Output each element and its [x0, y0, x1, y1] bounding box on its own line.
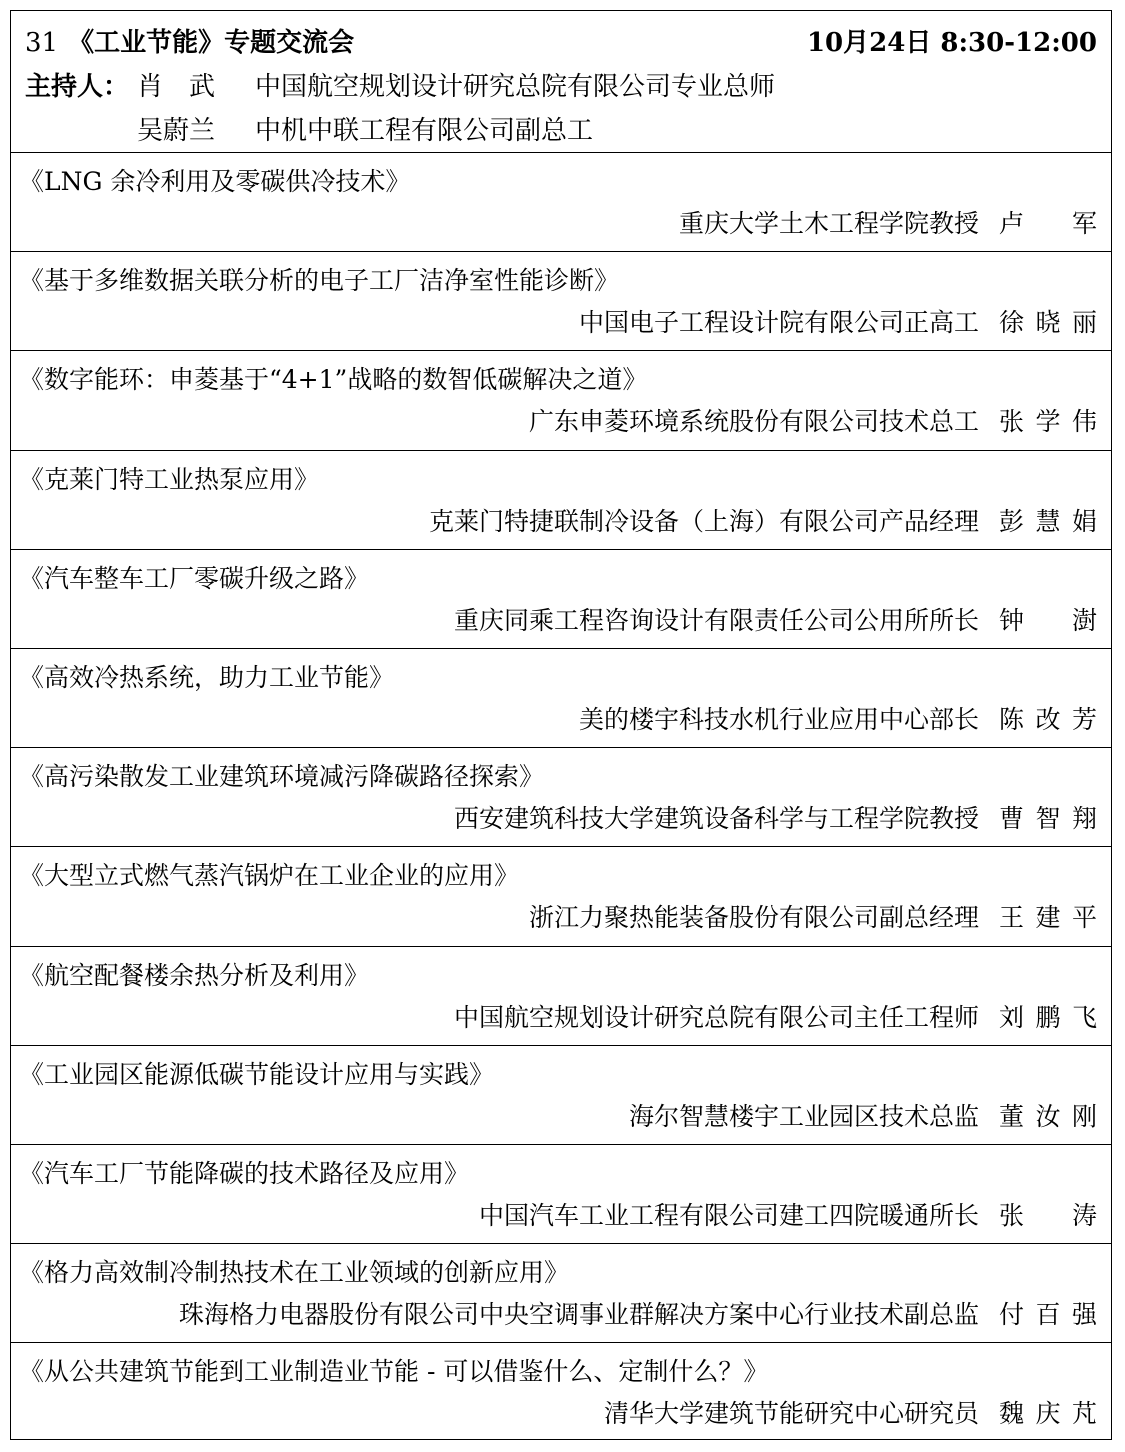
session-header: [11, 11, 1111, 153]
talk-row: [11, 947, 1111, 1046]
talk-speaker-line: [25, 1195, 1097, 1237]
talk-speaker-line: [25, 1294, 1097, 1336]
talk-row: [11, 748, 1111, 847]
talk-row: [11, 153, 1111, 252]
talk-list: [11, 153, 1111, 1442]
talk-title: 《工业园区能源低碳节能设计应用与实践》: [19, 1059, 495, 1089]
speaker-name: 彭慧娟: [999, 506, 1097, 536]
host-row-2: [25, 109, 1097, 153]
talk-row: [11, 1343, 1111, 1442]
talk-speaker-line: [25, 997, 1097, 1039]
talk-row: [11, 847, 1111, 946]
host-affiliation: 中国航空规划设计研究总院有限公司专业总师: [255, 72, 776, 102]
speaker-name: 魏庆芃: [999, 1399, 1097, 1429]
speaker-name: 钟澍: [999, 605, 1097, 635]
speaker-affiliation: 广东申菱环境系统股份有限公司技术总工: [528, 407, 979, 437]
speaker-name: 刘鹏飞: [999, 1002, 1097, 1032]
talk-title: 《高效冷热系统，助力工业节能》: [19, 662, 395, 692]
speaker-affiliation: 西安建筑科技大学建筑设备科学与工程学院教授: [453, 804, 979, 834]
host-row-1: [25, 65, 1097, 109]
speaker-affiliation: 克莱门特捷联制冷设备（上海）有限公司产品经理: [428, 506, 979, 536]
host-affiliation: 中机中联工程有限公司副总工: [255, 116, 594, 146]
talk-title: 《航空配餐楼余热分析及利用》: [19, 960, 370, 990]
speaker-name: 张涛: [999, 1200, 1097, 1230]
talk-row: [11, 1145, 1111, 1244]
speaker-affiliation: 中国汽车工业工程有限公司建工四院暖通所长: [478, 1200, 979, 1230]
talk-title: 《从公共建筑节能到工业制造业节能 - 可以借鉴什么、定制什么？》: [19, 1357, 769, 1387]
session-number: 31: [25, 28, 59, 58]
talk-row: [11, 649, 1111, 748]
talk-speaker-line: [25, 501, 1097, 543]
speaker-affiliation: 重庆同乘工程咨询设计有限责任公司公用所所长: [453, 605, 979, 635]
talk-speaker-line: [25, 600, 1097, 642]
talk-title: 《汽车整车工厂零碳升级之路》: [19, 563, 370, 593]
speaker-affiliation: 中国电子工程设计院有限公司正高工: [578, 308, 979, 338]
talk-row: [11, 351, 1111, 450]
session-title: 《工业节能》专题交流会: [68, 28, 355, 58]
talk-row: [11, 451, 1111, 550]
talk-title: 《汽车工厂节能降碳的技术路径及应用》: [19, 1158, 470, 1188]
talk-title: 《数字能环：申菱基于“4+1”战略的数智低碳解决之道》: [19, 365, 648, 395]
speaker-affiliation: 海尔智慧楼宇工业园区技术总监: [628, 1101, 979, 1131]
speaker-name: 卢军: [999, 209, 1097, 238]
host-name: 肖 武: [137, 72, 216, 102]
talk-speaker-line: [25, 897, 1097, 939]
program-table: [10, 10, 1112, 1440]
talk-speaker-line: [25, 1096, 1097, 1138]
talk-speaker-line: [25, 203, 1097, 245]
talk-row: [11, 1244, 1111, 1343]
speaker-affiliation: 浙江力聚热能装备股份有限公司副总经理: [528, 903, 979, 933]
talk-speaker-line: [25, 699, 1097, 741]
speaker-name: 付百强: [999, 1300, 1097, 1330]
session-time: 10月24日 8:30-12:00: [806, 28, 1097, 58]
host-label: 主持人：: [25, 72, 130, 102]
talk-speaker-line: [25, 401, 1097, 443]
session-title-row: [25, 21, 1097, 65]
talk-title: 《LNG 余冷利用及零碳供冷技术》: [19, 167, 411, 196]
talk-title: 《格力高效制冷制热技术在工业领域的创新应用》: [19, 1258, 570, 1288]
speaker-affiliation: 重庆大学土木工程学院教授: [678, 209, 979, 238]
talk-row: [11, 550, 1111, 649]
speaker-name: 张学伟: [999, 407, 1097, 437]
speaker-name: 曹智翔: [999, 804, 1097, 834]
talk-title: 《大型立式燃气蒸汽锅炉在工业企业的应用》: [19, 861, 520, 891]
speaker-name: 陈改芳: [999, 704, 1097, 734]
speaker-name: 王建平: [999, 903, 1097, 933]
talk-title: 《克莱门特工业热泵应用》: [19, 464, 320, 494]
speaker-name: 董汝刚: [999, 1101, 1097, 1131]
speaker-affiliation: 美的楼宇科技水机行业应用中心部长: [578, 704, 979, 734]
talk-speaker-line: [25, 798, 1097, 840]
speaker-affiliation: 清华大学建筑节能研究中心研究员: [603, 1399, 979, 1429]
talk-speaker-line: [25, 302, 1097, 344]
talk-speaker-line: [25, 1393, 1097, 1435]
talk-row: [11, 1046, 1111, 1145]
speaker-affiliation: 中国航空规划设计研究总院有限公司主任工程师: [453, 1002, 979, 1032]
talk-row: [11, 252, 1111, 351]
speaker-name: 徐晓丽: [999, 308, 1097, 338]
talk-title: 《高污染散发工业建筑环境减污降碳路径探索》: [19, 762, 545, 792]
host-name: 吴蔚兰: [137, 116, 216, 146]
talk-title: 《基于多维数据关联分析的电子工厂洁净室性能诊断》: [19, 266, 620, 296]
speaker-affiliation: 珠海格力电器股份有限公司中央空调事业群解决方案中心行业技术副总监: [178, 1300, 979, 1330]
